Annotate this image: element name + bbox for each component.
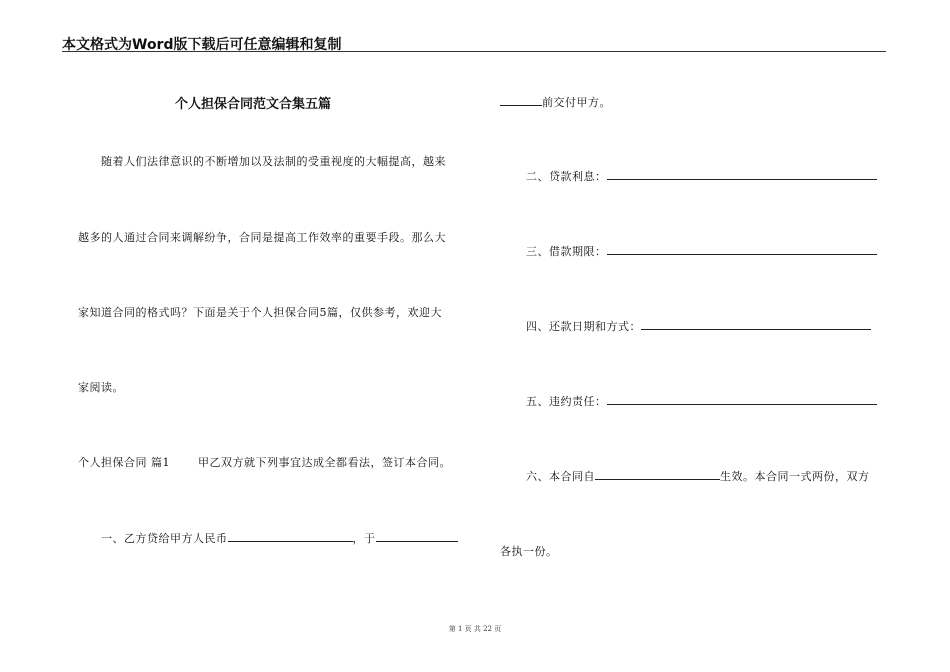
clause-1-prefix: 一、乙方贷给甲方人民币: [101, 532, 228, 545]
header-divider: [62, 51, 886, 52]
clause-4: [526, 318, 871, 334]
header-banner: 本文格式为Word版下载后可任意编辑和复制: [62, 37, 342, 53]
page-number: 第 1 页 共 22 页: [448, 625, 502, 633]
effective-date-blank: [595, 468, 720, 480]
clause-1-mid: ，于: [352, 532, 376, 545]
section-heading: 个人担保合同 篇1: [78, 456, 170, 469]
clause-4-label: 四、还款日期和方式：: [526, 320, 641, 333]
clause-3-label: 三、借款期限：: [526, 245, 607, 258]
clause-3: [526, 243, 877, 259]
interest-blank: [607, 168, 877, 180]
clause-2: [526, 168, 877, 184]
continued-blank: [500, 94, 542, 106]
repayment-blank: [641, 318, 871, 330]
intro-line-3: 家知道合同的格式吗？下面是关于个人担保合同5篇，仅供参考，欢迎大: [78, 306, 442, 319]
clause-1-continued: [500, 94, 611, 110]
clause-1-suffix: 前交付甲方。: [542, 96, 611, 109]
clause-6-suffix: 生效。本合同一式两份，双方: [720, 470, 870, 483]
section-text: 甲乙双方就下列事宜达成全都看法，签订本合同。: [198, 456, 451, 469]
document-title: 个人担保合同范文合集五篇: [175, 97, 332, 112]
amount-blank: [228, 530, 353, 542]
clause-5-label: 五、违约责任：: [526, 395, 607, 408]
clause-5: [526, 393, 877, 409]
clause-6-line-2: 各执一份。: [500, 545, 558, 558]
intro-line-2: 越多的人通过合同来调解纷争，合同是提高工作效率的重要手段。那么大: [78, 231, 446, 244]
clause-1: [101, 530, 458, 546]
clause-6-prefix: 六、本合同自: [526, 470, 595, 483]
intro-line-4: 家阅读。: [78, 381, 124, 394]
clause-2-label: 二、贷款利息：: [526, 170, 607, 183]
clause-6: [526, 468, 870, 484]
date-blank: [376, 530, 458, 542]
term-blank: [607, 243, 877, 255]
intro-line-1: 随着人们法律意识的不断增加以及法制的受重视度的大幅提高，越来: [101, 155, 446, 168]
liability-blank: [607, 393, 877, 405]
